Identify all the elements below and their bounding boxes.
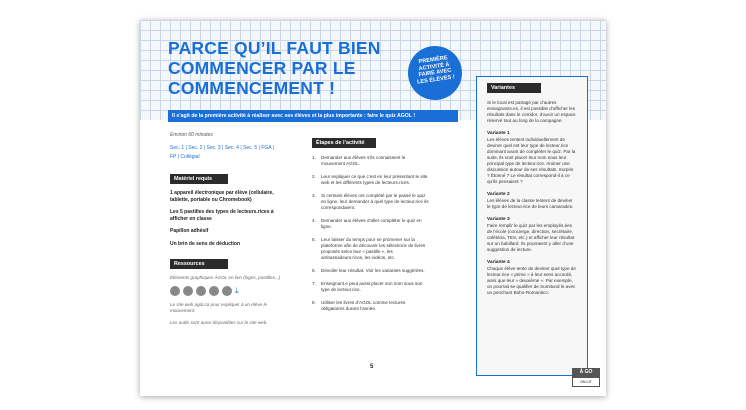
step-number: 1. xyxy=(312,155,316,160)
variant-text: Faire remplir le quiz par les employés.ées de l’école (concierge, direction, secrétaire, cafétéria, TES, etc.) et afficher leur résultat sur un babillard. Ils pourraient y aller d’une suggestion de lecture. xyxy=(487,223,575,252)
left-column xyxy=(170,132,282,326)
step-text: Utiliser les livres d’AGOL comme lectures obligatoires durant l’année. xyxy=(321,300,406,311)
resource-pastille-icon[interactable] xyxy=(170,286,180,296)
grade-levels xyxy=(170,144,282,162)
grade-levels-line[interactable]: Sec. 1 | Sec. 2 | Sec. 3 | Sec. 4 | Sec. 5 | FGA | xyxy=(170,145,274,151)
step-text: Leur expliquer ce que c’est en leur présentant le site web et les différents types de lecteurs.rices. xyxy=(321,174,428,185)
middle-column xyxy=(312,138,430,312)
step-item xyxy=(312,174,430,186)
variant-label: Variante 1 xyxy=(487,131,510,136)
logo-sub: ON LIT xyxy=(572,377,600,387)
step-text: Dévoiler leur résultat. Voir les variantes suggérées. xyxy=(321,268,425,273)
resource-pastille-icon[interactable] xyxy=(209,286,219,296)
subtitle-bar: Il s’agit de la première activité à réaliser avec ses élèves et la plus importante : faire le quiz AGOL ! xyxy=(168,110,458,122)
step-number: 8. xyxy=(312,300,316,305)
material-item: Un brin de sens de déduction xyxy=(170,240,241,247)
material-item: 1 appareil électronique par élève (cellulaire, tablette, portable ou Chromebook) xyxy=(170,190,274,203)
duration: Environ 60 minutes xyxy=(170,132,213,138)
step-number: 4. xyxy=(312,218,316,223)
variant-text: Les élèves de la classe tentent de deviner le type de lecteur.rice de leurs camarades. xyxy=(487,198,574,209)
variant-label: Variante 2 xyxy=(487,192,510,197)
step-number: 3. xyxy=(312,193,316,198)
variant-text: Les élèves tentent individuellement de deviner quel est leur type de lecteur.rice dominant avant de compléter le quiz. Par la suite, ils vont placer leur nom sous leur principal type de lecteur.rice. Animer une discussion autour de ses résultats. Surpris ? Étonné ? Le résultat correspond-il à ce qu’ils pensaient ? xyxy=(487,137,576,184)
step-text: Demander aux élèves d’aller compléter le quiz en ligne. xyxy=(321,218,422,229)
page-number: 5 xyxy=(370,364,374,370)
step-number: 7. xyxy=(312,281,316,286)
variant-label: Variante 4 xyxy=(487,260,510,265)
step-number: 2. xyxy=(312,174,316,179)
material-item: Les 5 pastilles des types de lecteurs.rices à afficher en classe xyxy=(170,209,274,222)
variants-sidebar xyxy=(476,76,588,376)
page-title: PARCE QU’IL FAUT BIEN COMMENCER PAR LE COMMENCEMENT ! xyxy=(168,38,381,98)
resource-pastille-icon[interactable] xyxy=(196,286,206,296)
variants-heading: Variantes xyxy=(487,83,541,93)
step-text: Si certains élèves ont complété par le passé le quiz en ligne, leur demander à quel type de lecteur.rice ils correspondaient. xyxy=(321,193,429,210)
document-page xyxy=(140,20,606,396)
agol-logo xyxy=(572,368,600,386)
step-item xyxy=(312,300,430,312)
step-text: Leur laisser du temps pour se promener sur la plateforme afin de découvrir les sélections de livres proposés selon leur « pastille », les ambassadeurs.rices, les vidéos, etc. xyxy=(321,237,426,260)
resource-pastille-icon[interactable] xyxy=(222,286,232,296)
variants-intro: Si le local est partagé par d’autres enseignants.es, il est possible d’afficher les résultats dans le corridor, d’avoir un espace réservé tout au long de la campagne. xyxy=(487,100,576,123)
steps-heading: Étapes de l’activité xyxy=(312,138,376,148)
badge-text: PREMIÈRE ACTIVITÉ À FAIRE AVEC LES ÉLÈVES ! xyxy=(416,55,456,86)
step-text: Demander aux élèves s’ils connaissent le mouvement AGOL. xyxy=(321,155,406,166)
step-number: 5. xyxy=(312,237,316,242)
step-item xyxy=(312,218,430,230)
download-icon[interactable]: ⤓ xyxy=(235,286,239,295)
step-item xyxy=(312,268,430,274)
resources-text: Les outils sont aussi disponibles sur le site web. xyxy=(170,320,268,325)
material-item: Papillon adhésif xyxy=(170,228,209,234)
resources-text: Éléments graphiques ÀGOL en lien (logos, pastilles...) xyxy=(170,275,281,280)
step-text: Enseignant.e peut aussi placer son nom sous son type de lecteur.rice. xyxy=(321,281,423,292)
logo-main: À GO xyxy=(579,369,593,375)
resource-icons xyxy=(170,286,282,296)
variant-label: Variante 3 xyxy=(487,217,510,222)
materials-heading: Matériel requis xyxy=(170,174,228,184)
resources-text: Le site web agol.ca pour expliquer à un élève le mouvement. xyxy=(170,302,268,313)
step-item xyxy=(312,193,430,211)
step-item xyxy=(312,237,430,261)
step-item xyxy=(312,155,430,167)
step-item xyxy=(312,281,430,293)
grade-levels-line[interactable]: FP | Collégial xyxy=(170,154,200,160)
variant-text: Chaque élève tente de deviner quel type de lecteur.rice « prime » à leur sens accordé, ainsi que leur « deuxième ». Par exemple, on pourrait se qualifier de Sumitural le avec un penchant Boho-Romantico. xyxy=(487,266,576,295)
resources-heading: Ressources xyxy=(170,259,228,269)
resource-pastille-icon[interactable] xyxy=(183,286,193,296)
step-number: 6. xyxy=(312,268,316,273)
